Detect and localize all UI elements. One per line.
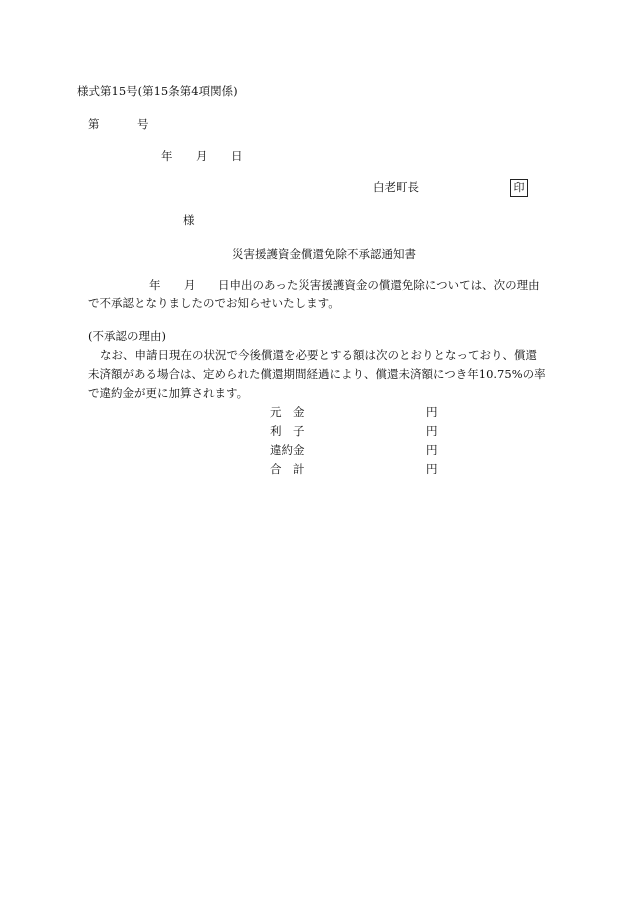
recipient-honorific: 様	[183, 213, 195, 227]
amount-unit-penalty: 円	[426, 443, 438, 457]
body-line-1: 日申出のあった災害援護資金の償還免除については、次の理由	[218, 278, 540, 292]
form-number: 様式第15号(第15条第4項関係)	[77, 84, 238, 98]
amount-unit-interest: 円	[426, 424, 438, 438]
date-month: 月	[196, 149, 208, 163]
doc-number-suffix: 号	[137, 117, 149, 131]
seal-box: 印	[510, 179, 528, 197]
reason-line-2: 未済額がある場合は、定められた償還期間経過により、償還未済額につき年10.75%の率	[88, 367, 546, 381]
body-year: 年	[149, 278, 161, 292]
reason-line-1: なお、申請日現在の状況で今後償還を必要とする額は次のとおりとなっており、償還	[100, 348, 537, 362]
reason-line-3: で違約金が更に加算されます。	[88, 386, 249, 400]
doc-number-prefix: 第	[88, 117, 100, 131]
body-line-2: で不承認となりましたのでお知らせいたします。	[88, 296, 340, 310]
document-title: 災害援護資金償還免除不承認通知書	[232, 247, 416, 261]
body-month: 月	[184, 278, 196, 292]
issuer-name: 白老町長	[373, 180, 419, 194]
amount-unit-total: 円	[426, 462, 438, 476]
amount-label-interest: 利 子	[270, 424, 305, 438]
amount-label-principal: 元 金	[270, 405, 305, 419]
date-year: 年	[161, 149, 173, 163]
amount-label-total: 合 計	[270, 462, 305, 476]
amount-label-penalty: 違約金	[270, 443, 305, 457]
date-day: 日	[231, 149, 243, 163]
amount-unit-principal: 円	[426, 405, 438, 419]
reason-heading: (不承認の理由)	[88, 329, 166, 343]
